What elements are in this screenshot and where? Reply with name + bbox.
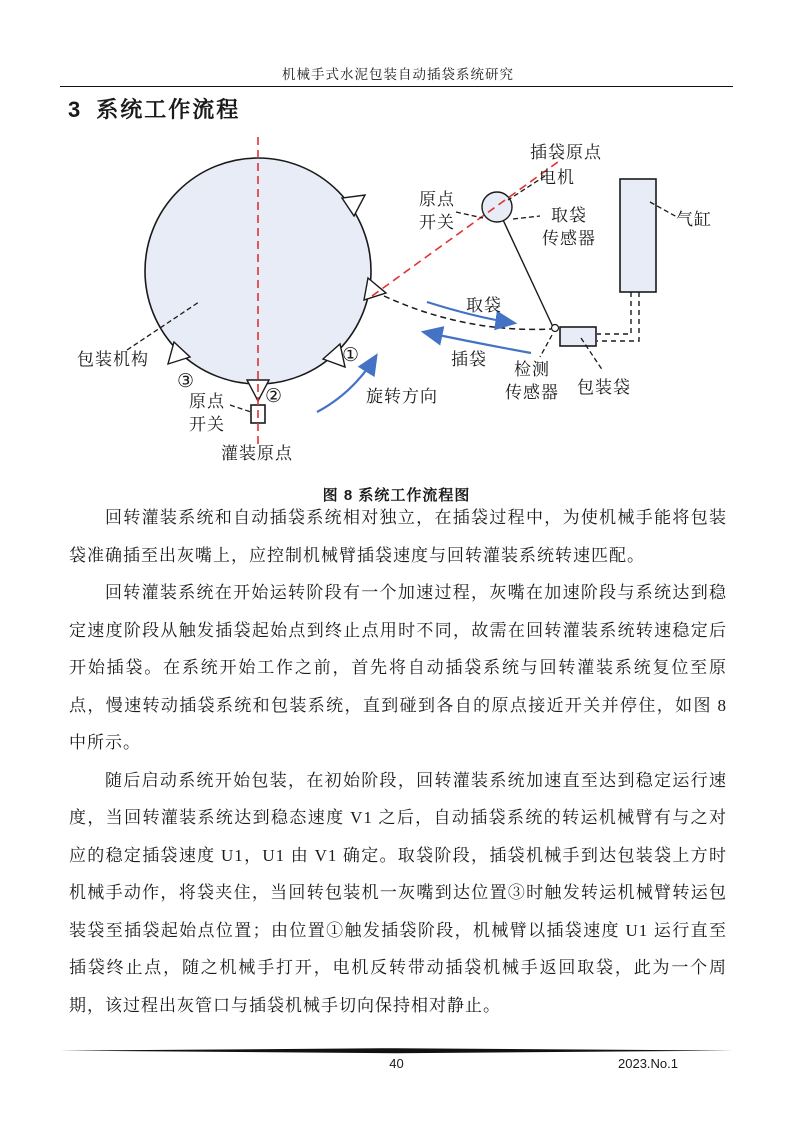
cylinder-link-dashed-1 bbox=[597, 292, 631, 334]
insert-origin-axis-line bbox=[372, 159, 562, 296]
label-pick-bag: 取袋 bbox=[466, 296, 502, 315]
label-packing-mechanism: 包装机构 bbox=[77, 350, 149, 369]
paragraph-3: 随后启动系统开始包装，在初始阶段，回转灌装系统加速直至达到稳定运行速度，当回转灌装系统达到稳态速度 V1 之后，自动插袋系统的转运机械臂有与之对应的稳定插袋速度 U1，U1 由 V1 确定。取袋阶段，插袋机械手到达包装袋上方时机械手动作，将袋夹住，当回转包装机一灰嘴到达位置③时触发转运机械臂转运包装袋至插袋起始点位置；由位置①触发插袋阶段，机械臂以插袋速度 U1 运行直至插袋终止点，随之机械手打开，电机反转带动插袋机械手返回取袋，此为一个周期，该过程出灰管口与插袋机械手切向保持相对静止。 bbox=[69, 770, 727, 1015]
gripper-junction bbox=[552, 325, 559, 332]
diagram-canvas bbox=[0, 124, 793, 482]
leader-origin-switch-top bbox=[456, 212, 483, 218]
air-cylinder bbox=[620, 179, 656, 292]
body-text bbox=[69, 499, 727, 1024]
label-insert-bag: 插袋 bbox=[451, 350, 487, 369]
section-number: 3 bbox=[68, 97, 81, 122]
label-filling-origin: 灌装原点 bbox=[221, 444, 293, 463]
label-position-2: ② bbox=[265, 386, 283, 407]
page-footer bbox=[60, 1056, 733, 1076]
paragraph-1: 回转灌装系统和自动插袋系统相对独立，在插袋过程中，为使机械手能将包装袋准确插至出灰嘴上，应控制机械臂插袋速度与回转灌装系统转速匹配。 bbox=[69, 508, 727, 565]
motor-circle bbox=[482, 192, 512, 222]
section-title: 系统工作流程 bbox=[96, 97, 241, 122]
paragraph-2: 回转灌装系统在开始运转阶段有一个加速过程，灰嘴在加速阶段与系统达到稳定速度阶段从触发插袋起始点到终止点用时不同，故需在回转灌装系统转速稳定后开始插袋。在系统开始工作之前，首先将自动插袋系统与回转灌装系统复位至原点，慢速转动插袋系统和包装系统，直到碰到各自的原点接近开关并停住，如图 8 中所示。 bbox=[69, 583, 727, 752]
label-sensor-line: 传感器 bbox=[505, 383, 559, 402]
label-switch-line: 开关 bbox=[419, 213, 455, 232]
figure-caption: 图 8 系统工作流程图 bbox=[322, 487, 471, 504]
leader-origin-switch-bottom bbox=[230, 405, 251, 412]
label-origin-line: 原点 bbox=[189, 392, 225, 411]
label-origin-switch-bottom bbox=[189, 390, 225, 436]
workflow-diagram bbox=[0, 124, 793, 482]
leader-pick-sensor bbox=[513, 216, 540, 219]
packing-bag-rect bbox=[560, 327, 596, 346]
label-packing-bag: 包装袋 bbox=[577, 378, 631, 397]
journal-issue: 2023.No.1 bbox=[618, 1056, 678, 1071]
nozzle-right bbox=[364, 278, 386, 300]
label-sensor-line: 传感器 bbox=[542, 229, 596, 248]
label-origin-switch-top bbox=[419, 188, 455, 234]
label-switch-line: 开关 bbox=[189, 415, 225, 434]
leader-detect-sensor bbox=[540, 335, 552, 357]
label-motor: 电机 bbox=[539, 168, 575, 187]
running-title: 机械手式水泥包装自动插袋系统研究 bbox=[282, 67, 514, 82]
header-rule bbox=[60, 86, 733, 87]
label-detect-sensor bbox=[501, 358, 563, 404]
label-detect-line: 检测 bbox=[514, 360, 550, 379]
label-pick-line: 取袋 bbox=[551, 206, 587, 225]
label-cylinder: 气缸 bbox=[676, 210, 712, 229]
footer-rule bbox=[60, 1048, 733, 1054]
label-rotation-direction: 旋转方向 bbox=[366, 387, 438, 406]
page-number: 40 bbox=[389, 1056, 404, 1071]
label-pick-sensor bbox=[538, 204, 600, 250]
label-position-3: ③ bbox=[177, 371, 195, 392]
section-heading bbox=[68, 93, 240, 124]
label-insert-origin: 插袋原点 bbox=[530, 143, 602, 162]
label-position-1: ① bbox=[342, 345, 360, 366]
label-origin-line: 原点 bbox=[419, 190, 455, 209]
